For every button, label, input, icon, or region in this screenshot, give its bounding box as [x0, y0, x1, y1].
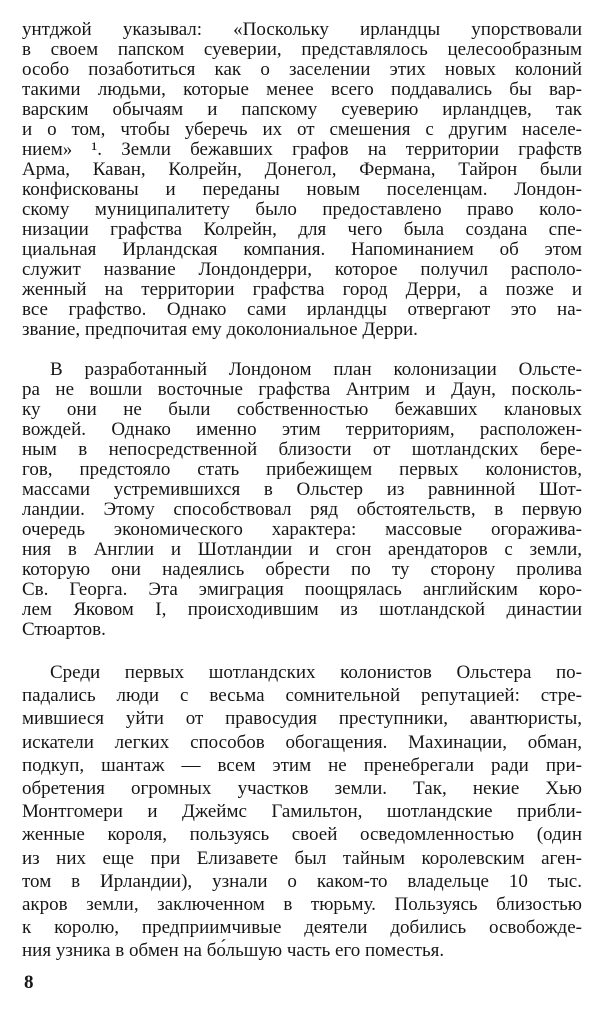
text-line: и о том, чтобы уберечь их от смешения с другим населе- [22, 119, 582, 140]
text-line: искатели легких способов обогащения. Махинации, обман, [22, 731, 582, 753]
text-line: которую они надеялись обрести по ту сторону пролива [22, 559, 582, 580]
text-line: Среди первых шотландских колонистов Ольстера по- [50, 662, 582, 683]
text-line: из них еще при Елизавете был тайным королевским аген- [22, 847, 582, 869]
text-line: ландии. Этому способствовал ряд обстоятельств, в первую [22, 499, 582, 520]
text-line: подкуп, шантаж — всем этим не пренебрегали ради при- [22, 754, 582, 776]
text-line: Монтгомери и Джеймс Гамильтон, шотландские прибли- [22, 801, 582, 823]
text-line: варским обычаям и папскому суеверию ирландцев, так [22, 99, 582, 120]
text-line: такими людьми, которые менее всего поддавались бы вар- [22, 79, 582, 100]
text-line: обретения огромных участков земли. Так, некие Хью [22, 777, 582, 799]
text-line: все графство. Однако сами ирландцы отвергают это на- [22, 299, 582, 320]
text-line: ра не вошли восточные графства Антрим и Даун, посколь- [22, 379, 582, 400]
text-line: в своем папском суеверии, представлялось целесообразным [22, 39, 582, 60]
text-line: Стюартов. [22, 619, 106, 640]
text-line: женный на территории графства город Дерри, а позже и [22, 279, 582, 300]
paragraph-3 [22, 661, 582, 962]
text-line: мившиеся уйти от правосудия преступники, авантюристы, [22, 708, 582, 730]
text-line: ния узника в обмен на бо́льшую часть его поместья. [22, 940, 445, 962]
text-line: служит название Лондондерри, которое получил располо- [22, 259, 582, 280]
text-line: нием» ¹. Земли бежавших графов на территории графств [22, 139, 582, 160]
text-line: падались люди с весьма сомнительной репутацией: стре- [22, 685, 582, 707]
text-line: Св. Георга. Эта эмиграция поощрялась английским коро- [22, 579, 582, 600]
text-line: В разработанный Лондоном план колонизации Ольсте- [50, 359, 582, 380]
paragraph-2 [22, 360, 582, 640]
text-line: циальная Ирландская компания. Напоминанием об этом [22, 239, 582, 260]
text-line: Арма, Каван, Колрейн, Донегол, Фермана, Тайрон были [22, 159, 582, 180]
text-line: акров земли, заключенном в тюрьму. Пользуясь близостью [22, 893, 582, 915]
text-line: очередь экономического характера: массовые огоражива- [22, 519, 582, 540]
text-line: к королю, предприимчивые деятели добились освобожде- [22, 917, 582, 939]
paragraph-1 [22, 20, 582, 340]
text-line: скому муниципалитету было предоставлено право коло- [22, 199, 582, 220]
text-line: ку они не были собственностью бежавших клановых [22, 399, 582, 420]
text-line: ным в непосредственной близости от шотландских бере- [22, 439, 582, 460]
text-line: лем Яковом I, происходившим из шотландской династии [22, 599, 582, 620]
text-line: вождей. Однако именно этим территориям, расположен- [22, 419, 582, 440]
text-line: гов, предстояло стать прибежищем первых колонистов, [22, 459, 582, 480]
text-line: конфискованы и переданы новым поселенцам. Лондон- [22, 179, 582, 200]
text-line: особо позаботиться как о заселении этих новых колоний [22, 59, 582, 80]
text-line: ния в Англии и Шотландии и сгон арендаторов с земли, [22, 539, 582, 560]
page-number: 8 [24, 972, 34, 993]
text-line: том в Ирландии), узнали о каком-то владельце 10 тыс. [22, 870, 582, 892]
text-line: низации графства Колрейн, для чего была создана спе- [22, 219, 582, 240]
text-line: массами устремившихся в Ольстер из равнинной Шот- [22, 479, 582, 500]
text-line: унтджой указывал: «Поскольку ирландцы упорствовали [22, 19, 582, 40]
text-line: звание, предпочитая ему доколониальное Дерри. [22, 319, 418, 340]
text-line: женные короля, пользуясь своей осведомленностью (один [22, 824, 582, 846]
